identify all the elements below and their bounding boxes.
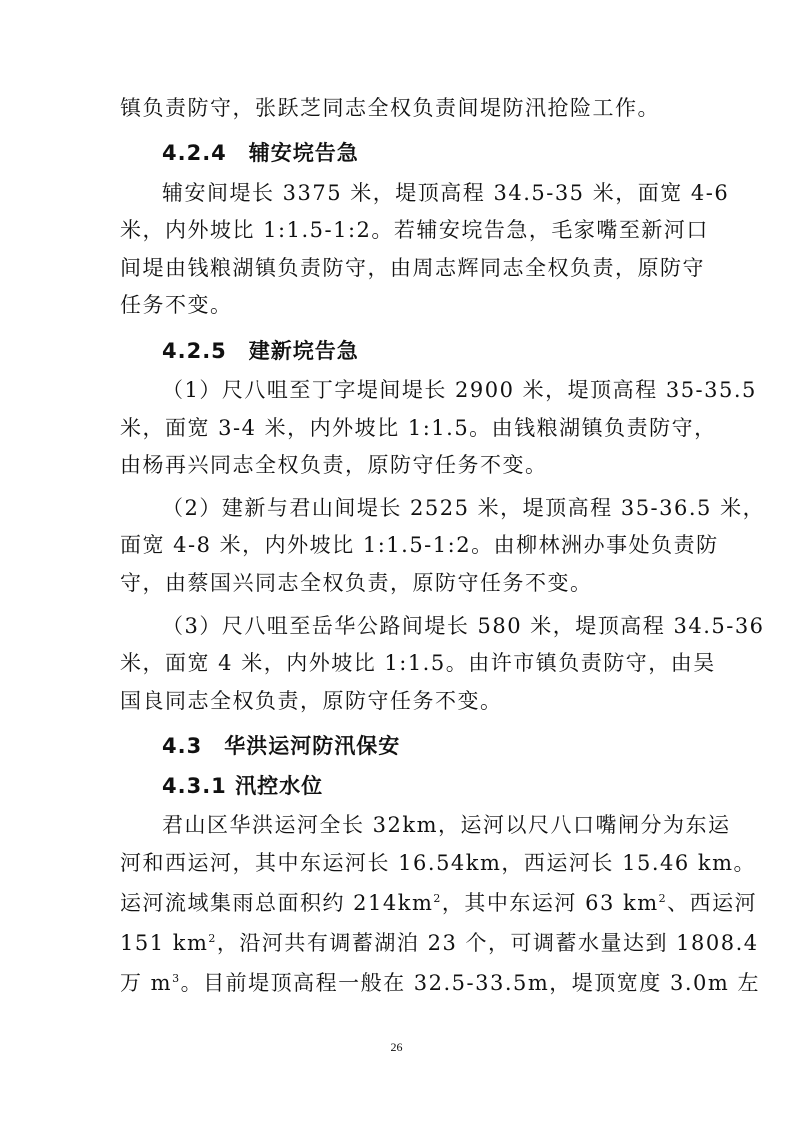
section-heading-4-3-1: 4.3.1 汛控水位 — [162, 774, 324, 798]
body-text-line: 镇负责防守，张跃芝同志全权负责间堤防汛抢险工作。 — [120, 96, 660, 120]
superscript: 3 — [172, 972, 181, 985]
body-text-line: 君山区华洪运河全长 32km，运河以尺八口嘴闸分为东运 — [162, 813, 731, 837]
body-text-line-with-superscript — [120, 930, 759, 956]
section-heading-4-2-5: 4.2.5 建新垸告急 — [162, 339, 359, 363]
text-segment: 151 km — [120, 931, 209, 955]
body-text-line: （3）尺八咀至岳华公路间堤长 580 米，堤顶高程 34.5-36 — [162, 614, 765, 638]
body-text-line: 辅安间堤长 3375 米，堤顶高程 34.5-35 米，面宽 4-6 — [162, 181, 730, 205]
body-text-line: 间堤由钱粮湖镇负责防守，由周志辉同志全权负责，原防守 — [120, 256, 705, 280]
body-text-line-with-superscript — [120, 890, 757, 916]
text-segment: ，沿河共有调蓄湖泊 23 个，可调蓄水量达到 1808.4 — [216, 931, 759, 955]
text-segment: 万 m — [120, 971, 173, 995]
page-number: 26 — [390, 1040, 403, 1054]
text-segment: 、西运河 — [667, 891, 758, 915]
body-text-line: 由杨再兴同志全权负责，原防守任务不变。 — [120, 453, 548, 477]
section-heading-4-2-4: 4.2.4 辅安垸告急 — [162, 141, 359, 165]
body-text-line: 米，面宽 4 米，内外坡比 1:1.5。由许市镇负责防守，由吴 — [120, 651, 716, 675]
body-text-line: 米，面宽 3-4 米，内外坡比 1:1.5。由钱粮湖镇负责防守， — [120, 416, 717, 440]
body-text-line-with-superscript — [120, 970, 760, 996]
superscript: 2 — [208, 932, 217, 945]
body-text-line: 米，内外坡比 1:1.5-1:2。若辅安垸告急，毛家嘴至新河口 — [120, 218, 709, 242]
body-text-line: 河和西运河，其中东运河长 16.54km，西运河长 15.46 km。 — [120, 851, 757, 875]
body-text-line: 面宽 4-8 米，内外坡比 1:1.5-1:2。由柳林洲办事处负责防 — [120, 533, 719, 557]
superscript: 2 — [658, 892, 668, 905]
body-text-line: （1）尺八咀至丁字堤间堤长 2900 米，堤顶高程 35-35.5 — [162, 378, 757, 402]
body-text-line: 守，由蔡国兴同志全权负责，原防守任务不变。 — [120, 571, 593, 595]
text-segment: 运河流域集雨总面积约 214km — [120, 891, 434, 915]
text-segment: 。目前堤顶高程一般在 32.5-33.5m，堤顶宽度 3.0m 左 — [180, 971, 760, 995]
body-text-line: 任务不变。 — [120, 293, 233, 317]
body-text-line: 国良同志全权负责，原防守任务不变。 — [120, 689, 503, 713]
superscript: 2 — [433, 892, 442, 905]
text-segment: ，其中东运河 63 km — [441, 891, 659, 915]
body-text-line: （2）建新与君山间堤长 2525 米，堤顶高程 35-36.5 米， — [162, 496, 766, 520]
section-heading-4-3: 4.3 华洪运河防汛保安 — [162, 734, 401, 758]
